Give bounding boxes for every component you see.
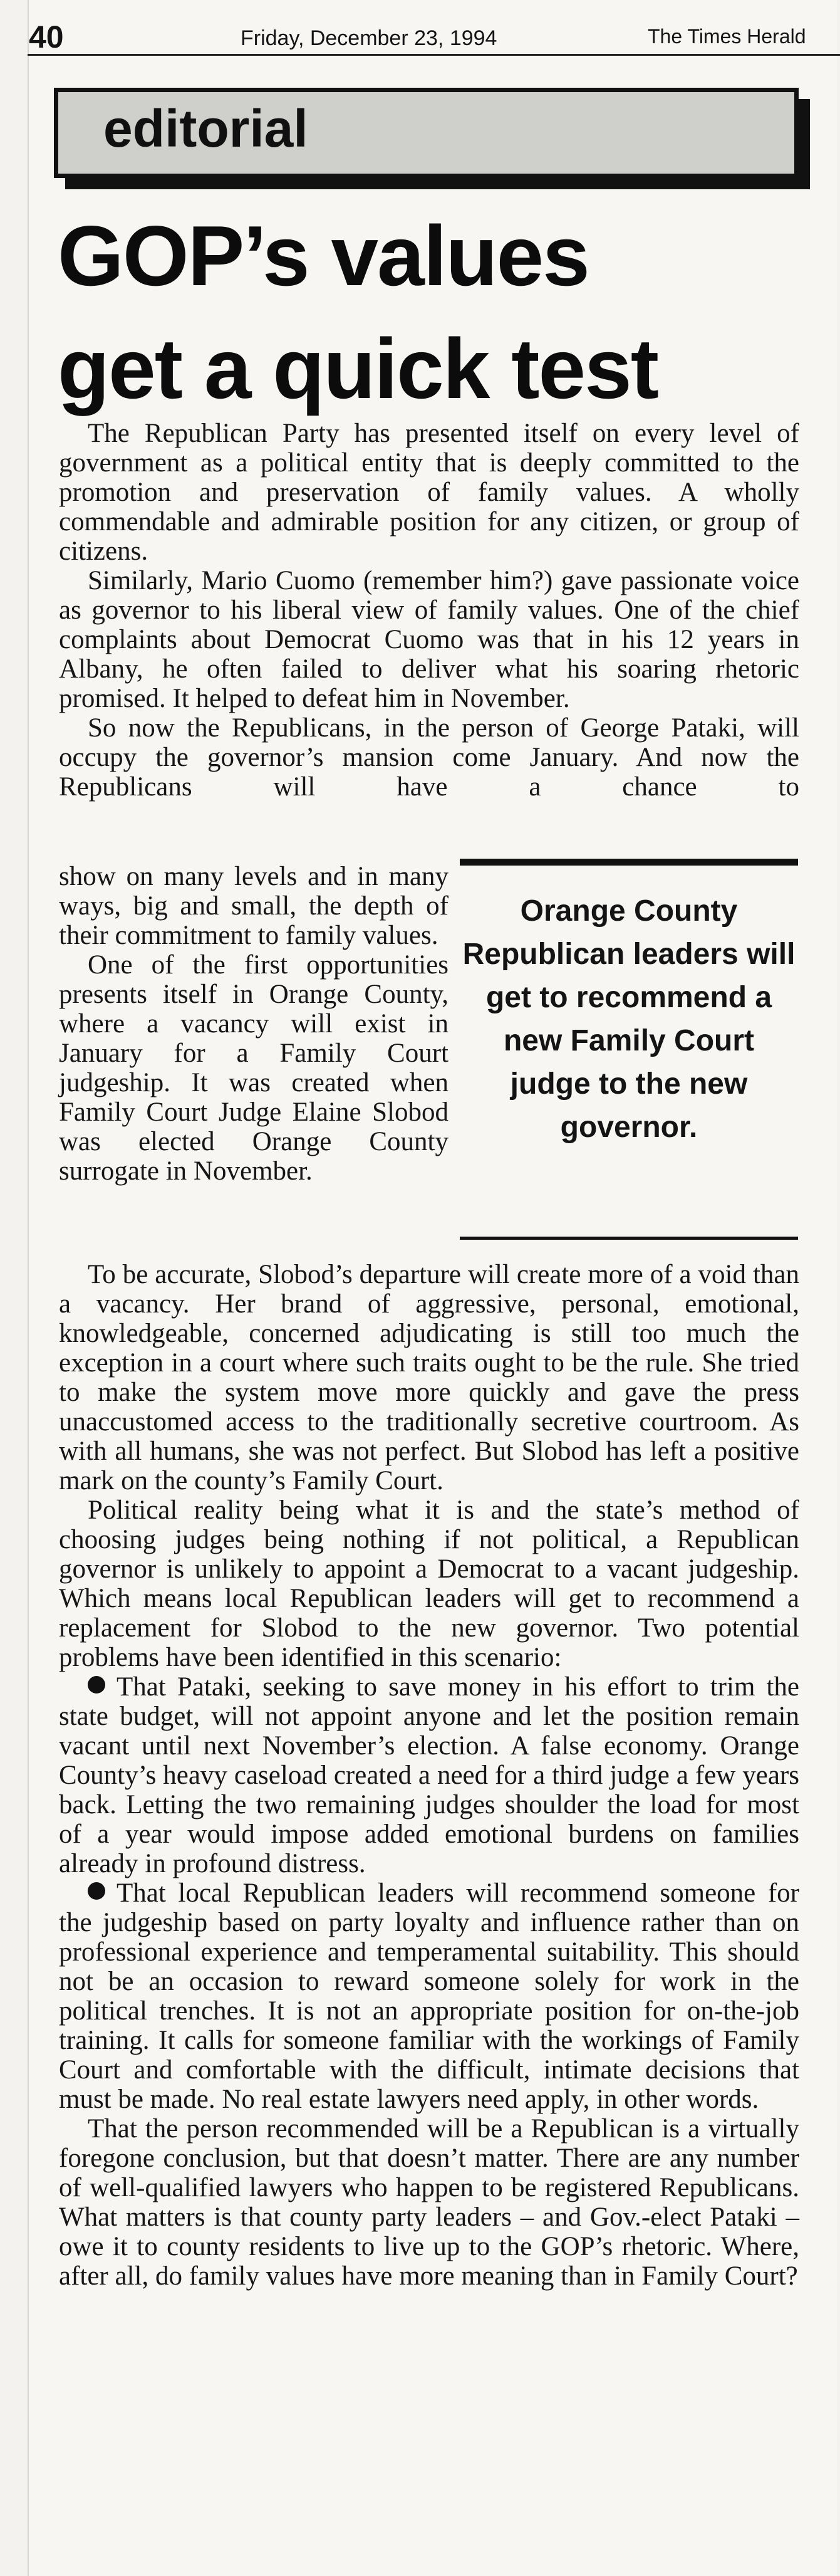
bullet-point [59,1878,799,2114]
article-paragraph: One of the first opportunities presents itself in Orange County, where a vacancy will exist in January for a Family Court judgeship. It was created when Family Court Judge Elaine Slobod was elected Orange County surrogate in November. [59,950,449,1186]
article-paragraph: Similarly, Mario Cuomo (remember him?) gave passionate voice as governor to his liberal view of family values. One of the chief complaints about Democrat Cuomo was that in his 12 years in Albany, he often failed to deliver what his soaring rhetoric promised. It helped to defeat him in November. [59,566,799,713]
article-paragraph: That the person recommended will be a Republican is a virtually foregone conclusion, but that doesn’t matter. There are any number of well-qualified lawyers who happen to be registered Republicans. What matters is that county party leaders – and Gov.-elect Pataki – owe it to county residents to live up to the GOP’s rhetoric. Where, after all, do family values have more meaning than in Family Court? [59,2114,799,2291]
bullet-point [59,1672,799,1878]
bullet-icon [88,1676,105,1694]
article-paragraph: The Republican Party has presented itself on every level of government as a political entity that is deeply committed to the promotion and preservation of family values. A wholly commendable and admirable position for any citizen, or group of citizens. [59,419,799,566]
section-banner [54,88,799,178]
headline-line-1: GOP’s values [58,208,589,303]
bullet-text: That Pataki, seeking to save money in his effort to trim the state budget, will not appoint anyone and let the position remain vacant until next November’s election. A false economy. Orange County’s heavy caseload created a need for a third judge a few years back. Letting the two remaining judges shoulder the load for most of a year would impose added emotional burdens on families already in profound distress. [59,1672,799,1878]
pull-quote-box [460,859,798,1240]
headline [58,199,822,425]
article-paragraph: So now the Republicans, in the person of George Pataki, will occupy the governor’s mansion come January. And now the Republicans will have a chance to [59,713,799,802]
article-intro [59,419,799,802]
article-narrow-column [59,862,449,1186]
headline-line-2: get a quick test [58,321,658,416]
article-paragraph: Political reality being what it is and the state’s method of choosing judges being nothing if not political, a Republican governor is unlikely to appoint a Democrat to a vacant judgeship. Which means local Republican leaders will get to recommend a replacement for Slobod to the new governor. Two potential problems have been identified in this scenario: [59,1495,799,1672]
pull-quote: Orange County Republican leaders will get to recommend a new Family Court judge to the new governor. [462,894,796,1144]
page-number: 40 [29,19,64,55]
article-main [59,1260,799,2291]
article-paragraph: show on many levels and in many ways, big and small, the depth of their commitment to family values. [59,862,449,950]
publication-date: Friday, December 23, 1994 [241,26,497,50]
bullet-text: That local Republican leaders will recommend someone for the judgeship based on party loyalty and influence rather than on professional experience and temperamental suitability. This should not be an occasion to reward someone solely for work in the political trenches. It is not an appropriate position for on-the-job training. It calls for someone familiar with the workings of Family Court and comfortable with the difficult, intimate decisions that must be made. No real estate lawyers need apply, in other words. [59,1878,799,2114]
section-label: editorial [103,99,308,158]
newspaper-name: The Times Herald [648,25,806,48]
article-paragraph: To be accurate, Slobod’s departure will create more of a void than a vacancy. Her brand of aggressive, personal, emotional, knowledgeable, concerned adjudicating is still too much the exception in a court where such traits ought to be the rule. She tried to make the system move more quickly and gave the press unaccustomed access to the traditionally secretive courtroom. As with all humans, she was not perfect. But Slobod has left a positive mark on the county’s Family Court. [59,1260,799,1495]
bullet-icon [88,1882,105,1900]
